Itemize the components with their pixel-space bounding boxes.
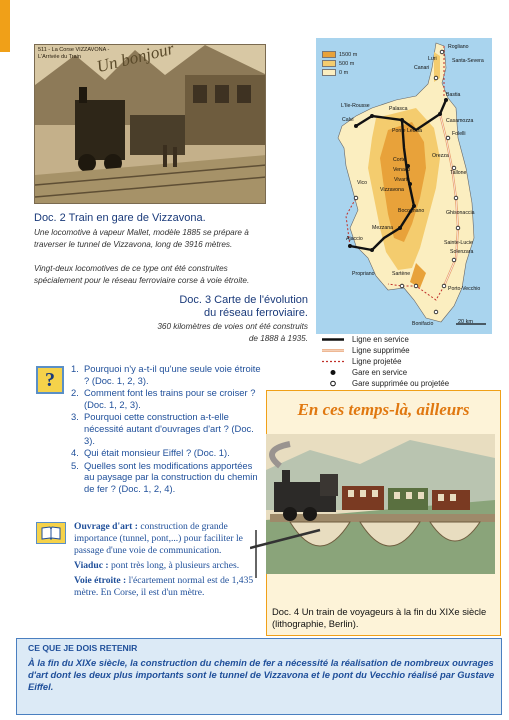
glossary-entry (74, 575, 262, 599)
box-title: En ces temps-là, ailleurs (297, 400, 470, 419)
place-label: Vico (357, 180, 367, 186)
legend-station-in-service-symbol (322, 368, 344, 377)
glossary-term: Viaduc : (74, 559, 109, 571)
question-text: Pourquoi n'y a-t-il qu'une seule voie étroite ? (Doc. 1, 2, 3). (84, 363, 261, 386)
elevation-swatch-high (322, 51, 336, 58)
legend-line-suppressed-symbol (322, 346, 344, 355)
page-corner-tab (0, 0, 10, 52)
question-text: Pourquoi cette construction a-t-elle nécessité autant d'ouvrages d'art ? (Doc. 3). (84, 411, 254, 446)
place-label: Mezzana (372, 225, 394, 231)
doc2-title: Doc. 2 Train en gare de Vizzavona. (34, 212, 206, 224)
doc4-caption: Doc. 4 Un train de voyageurs à la fin du XIXe siècle (lithographie, Berlin). (272, 606, 487, 629)
place-label: L'Ile-Rousse (341, 103, 370, 109)
question-mark-icon: ? (36, 366, 64, 394)
legend-line-suppressed: Ligne supprimée (352, 346, 410, 355)
glossary-definition: construction de grande importance (tunnel, pont,...) pour faciliter le passage d'une voie de communication. (74, 521, 243, 556)
place-label: Bonifacio (412, 321, 434, 327)
elevation-label-mid: 500 m (339, 60, 355, 67)
photo-caption-top: 511 - La Corse VIZZAVONA - L'Arrivée du Train (38, 47, 110, 60)
place-label: Venaco (393, 167, 411, 173)
place-label: Santa-Severa (452, 58, 484, 64)
doc2-text2: Vingt-deux locomotives de ce type ont été construites spécialement pour le réseau ferroviaire corse à voie étroite. (34, 264, 250, 285)
place-label: Ponte Leccia (392, 128, 422, 134)
place-label: Propriano (352, 271, 375, 277)
place-label: Luri (428, 56, 437, 62)
elevation-label-low: 0 m (339, 69, 349, 76)
elevation-swatch-mid (322, 60, 336, 67)
legend-station-suppressed-symbol (322, 379, 344, 388)
place-label: Ghisonaccia (446, 210, 475, 216)
box-title-wrapper (0, 400, 501, 420)
place-label: Vizzavona (380, 187, 404, 193)
question-number: 3. (71, 411, 79, 423)
place-label: Calvi (342, 117, 354, 123)
glossary-entry (74, 560, 262, 572)
question-number: 1. (71, 363, 79, 374)
doc3-text: 360 kilomètres de voies ont été construits de 1888 à 1935. (157, 322, 308, 343)
place-label: Tallone (450, 170, 467, 176)
question-item (71, 460, 261, 495)
elevation-swatch-low (322, 69, 336, 76)
questions-list (71, 363, 261, 496)
glossary-definition: pont très long, à plusieurs arches. (110, 559, 240, 571)
map-scale-label: 20 km (458, 319, 473, 325)
doc3-title-line1: Doc. 3 Carte de l'évolution (179, 294, 308, 306)
legend-line-projected: Ligne projetée (352, 357, 402, 366)
glossary-term: Voie étroite : (74, 574, 127, 586)
question-text: Quelles sont les modifications apportées au paysage par la construction du chemin de fer ? (Doc. 1, 2, 4). (84, 459, 258, 494)
question-text: Qui était monsieur Eiffel ? (Doc. 1). (84, 447, 230, 459)
legend-station-in-service: Gare en service (352, 368, 408, 377)
question-number: 5. (71, 459, 79, 471)
place-label: Palasca (389, 106, 408, 112)
summary-text: À la fin du XIXe siècle, la construction du chemin de fer a nécessité la réalisation de nombreux ouvrages d'art dont les deux plus importants sont le tunnel de Vizzavona et le pont du Vecchio réalisé par Gustave Eiffel. (28, 657, 495, 693)
book-icon (36, 522, 66, 544)
place-label: Casamozza (446, 118, 474, 124)
glossary-definition: l'écartement normal est de 1,435 mètre. En Corse, il est d'un mètre. (74, 574, 254, 598)
vizzavona-station-photo (34, 44, 266, 204)
place-label: Sainte-Lucie (444, 240, 473, 246)
place-label: Corte (393, 157, 406, 163)
place-label: Vivario (394, 177, 410, 183)
question-item (71, 363, 261, 386)
place-label: Sartène (392, 271, 411, 277)
question-text: Comment font les trains pour se croiser ? (Doc. 1, 2, 3). (84, 387, 256, 410)
legend-line-in-service: Ligne en service (352, 335, 409, 344)
question-number: 4. (71, 447, 79, 459)
elevation-label-high: 1500 m (339, 51, 358, 58)
doc3-title-line2: du réseau ferroviaire. (204, 307, 308, 319)
legend-line-projected-symbol (322, 357, 344, 366)
place-label: Bocognano (398, 208, 425, 214)
summary-heading: CE QUE JE DOIS RETENIR (28, 643, 138, 653)
legend-station-suppressed: Gare supprimée ou projetée (352, 379, 450, 388)
place-label: Canari (414, 65, 430, 71)
map-legend (322, 334, 449, 389)
photo-handwriting: Un bonjour (94, 38, 176, 77)
legend-line-in-service-symbol (322, 335, 344, 344)
elevation-legend (322, 50, 357, 77)
place-label: Bastia (446, 92, 461, 98)
place-label: Ajaccio (346, 236, 363, 242)
place-label: Porto-Vecchio (448, 286, 481, 292)
place-label: Orezza (432, 153, 449, 159)
place-label: Rogliano (448, 44, 469, 50)
passenger-train-lithograph (250, 430, 495, 580)
glossary-entry (74, 521, 262, 557)
glossary-term: Ouvrage d'art : (74, 521, 138, 532)
doc3-title (170, 294, 308, 320)
question-item (71, 447, 261, 459)
question-number: 2. (71, 387, 79, 399)
glossary (74, 521, 262, 601)
place-label: Solenzara (450, 249, 474, 255)
doc2-text1: Une locomotive à vapeur Mallet, modèle 1885 se prépare à traverser le tunnel de Vizzavona, long de 3916 mètres. (34, 228, 249, 249)
place-label: Folelli (452, 131, 466, 137)
